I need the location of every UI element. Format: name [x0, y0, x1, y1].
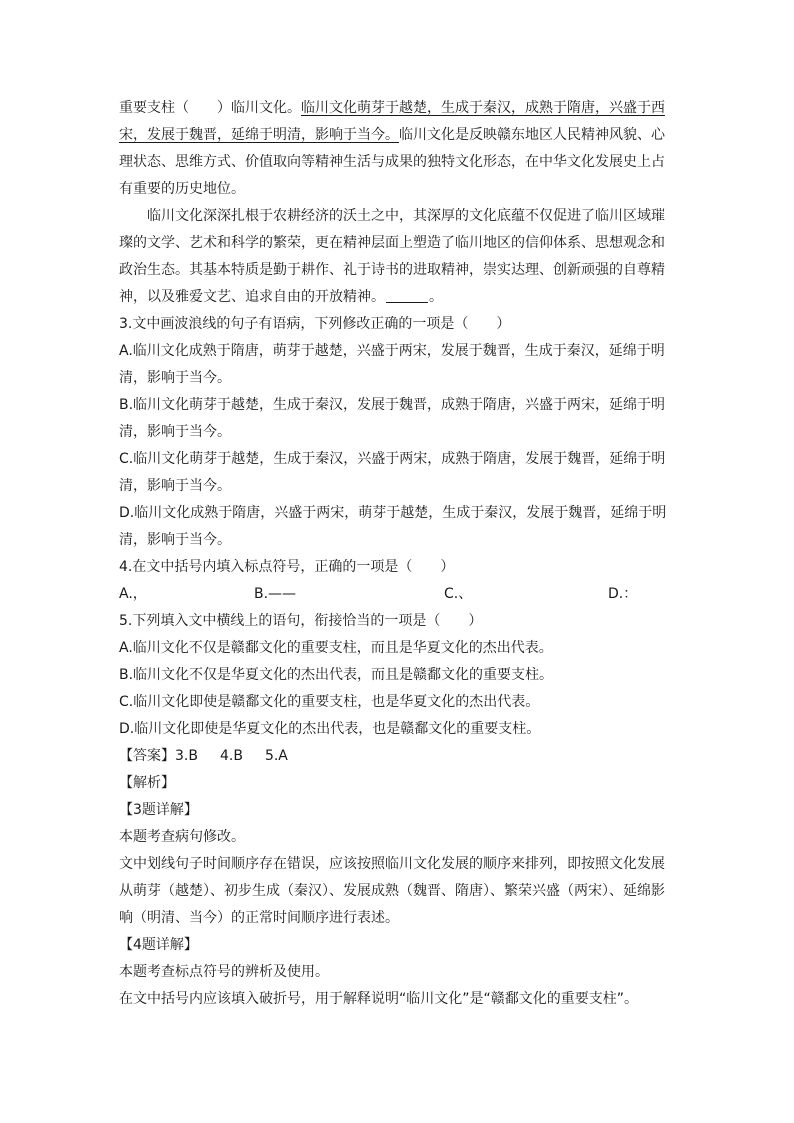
q5-option-d: D.临川文化即使是华夏文化的杰出代表，也是赣鄱文化的重要支柱。	[119, 721, 541, 737]
q3-option-b: B.临川文化萌芽于越楚，生成于秦汉，发展于魏晋，成熟于隋唐，兴盛于两宋，延绵于明	[119, 397, 666, 413]
passage-line: 有重要的历史地位。	[119, 181, 245, 197]
passage-text: 临川文化是反映赣东地区人民精神风貌、心	[399, 127, 665, 143]
answer-3: 3.B	[175, 748, 198, 764]
answer-label: 【答案】	[119, 748, 175, 764]
wavy-underlined-sentence: 临川文化萌芽于越楚，生成于秦汉，成熟于隋唐，兴盛于西	[301, 100, 665, 116]
q4-option-a: A.，	[119, 586, 147, 602]
passage-text: 。	[429, 289, 443, 305]
question-5-stem: 5.下列填入文中横线上的语句，衔接恰当的一项是（ ）	[119, 613, 483, 629]
detail-3-text: 本题考查病句修改。	[119, 829, 245, 845]
answer-5: 5.A	[264, 748, 288, 764]
q5-option-b: B.临川文化不仅是华夏文化的杰出代表，而且是赣鄱文化的重要支柱。	[119, 667, 554, 683]
detail-3-text: 从萌芽（越楚）、初步生成（秦汉）、发展成熟（魏晋、隋唐）、繁荣兴盛（两宋）、延绵影	[119, 883, 665, 899]
answer-4: 4.B	[219, 748, 243, 764]
q5-option-a: A.临川文化不仅是赣鄱文化的重要支柱，而且是华夏文化的杰出代表。	[119, 640, 553, 656]
q5-option-c: C.临川文化即使是赣鄱文化的重要支柱，也是华夏文化的杰出代表。	[119, 694, 540, 710]
passage-line	[119, 122, 675, 149]
passage-text: 神，以及雅爱文艺、追求自由的开放精神。	[119, 289, 385, 305]
q3-option-a-cont: 清，影响于当今。	[119, 370, 231, 386]
q3-option-b-cont: 清，影响于当今。	[119, 424, 231, 440]
fill-blank	[386, 288, 428, 303]
q3-option-d: D.临川文化成熟于隋唐，兴盛于两宋，萌芽于越楚，生成于秦汉，发展于魏晋，延绵于明	[119, 505, 667, 521]
document-page	[119, 95, 675, 1013]
passage-text: 重要支柱（ ）临川文化。	[119, 100, 301, 116]
passage-line: 理状态、思维方式、价值取向等精神生活与成果的独特文化形态，在中华文化发展史上占	[119, 154, 665, 170]
q4-option-d: D.：	[608, 586, 638, 602]
detail-4-text: 本题考查标点符号的辨析及使用。	[119, 964, 329, 980]
answer-line	[119, 743, 675, 770]
passage-line: 政治生态。其基本特质是勤于耕作、礼于诗书的进取精神，崇实达理、创新顽强的自尊精	[119, 262, 665, 278]
wavy-underlined-sentence: 宋，发展于魏晋，延绵于明清，影响于当今。	[119, 127, 399, 143]
detail-3-label: 【3题详解】	[119, 802, 198, 818]
detail-4-label: 【4题详解】	[119, 937, 198, 953]
detail-4-text: 在文中括号内应该填入破折号，用于解释说明“临川文化”是“赣鄱文化的重要支柱”。	[119, 991, 639, 1007]
detail-3-text: 文中划线句子时间顺序存在错误，应该按照临川文化发展的顺序来排列，即按照文化发展	[119, 856, 665, 872]
q3-option-d-cont: 清，影响于当今。	[119, 532, 231, 548]
q4-option-c: C.、	[444, 586, 473, 602]
passage-line	[119, 284, 675, 311]
passage-line	[119, 95, 675, 122]
q3-option-c: C.临川文化萌芽于越楚，生成于秦汉，兴盛于两宋，成熟于隋唐，发展于魏晋，延绵于明	[119, 451, 666, 467]
q3-option-c-cont: 清，影响于当今。	[119, 478, 231, 494]
q3-option-a: A.临川文化成熟于隋唐，萌芽于越楚，兴盛于两宋，发展于魏晋，生成于秦汉，延绵于明	[119, 343, 665, 359]
q4-options	[119, 581, 675, 608]
question-4-stem: 4.在文中括号内填入标点符号，正确的一项是（ ）	[119, 559, 455, 575]
passage-line: 璨的文学、艺术和科学的繁荣，更在精神层面上塑造了临川地区的信仰体系、思想观念和	[119, 235, 665, 251]
q4-option-b: B.——	[254, 586, 297, 602]
passage-line: 临川文化深深扎根于农耕经济的沃土之中，其深厚的文化底蕴不仅促进了临川区域璀	[147, 208, 665, 224]
analysis-label: 【解析】	[119, 775, 175, 791]
question-3-stem: 3.文中画波浪线的句子有语病，下列修改正确的一项是（ ）	[119, 316, 511, 332]
detail-3-text: 响（明清、当今）的正常时间顺序进行表述。	[119, 910, 399, 926]
